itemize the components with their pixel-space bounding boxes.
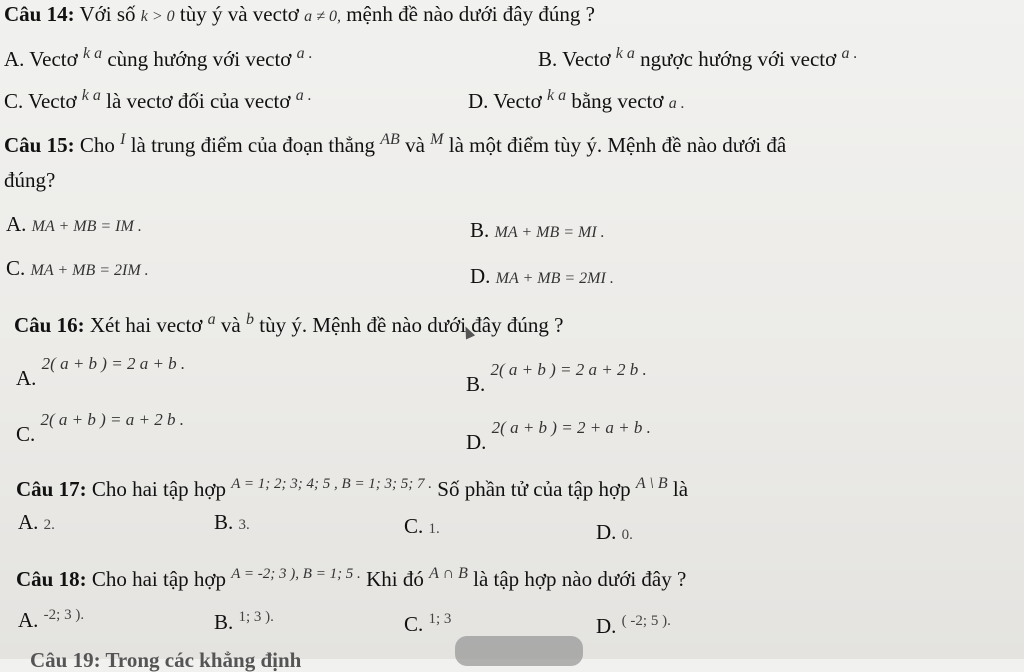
question-15-continuation: đúng?	[4, 168, 56, 192]
question-19-cutoff: Câu 19: Trong các khẳng định	[30, 648, 302, 672]
question-16-stem: Câu 16: Xét hai vectơ $^a$ và $^b$ tùy ý. Mệnh đề nào dưới đây đúng ?	[14, 311, 564, 337]
q14-text: Với số	[79, 2, 136, 26]
q14-option-d[interactable]: D. Vectơ $^{k a}$ bằng vectơ a .	[468, 87, 685, 113]
q18-option-b[interactable]: B. $^{1; 3 ).}$	[214, 609, 274, 634]
q15-option-b[interactable]: B. MA + MB = MI .	[470, 218, 605, 242]
q14-option-a[interactable]: A. Vectơ $^{k a}$ cùng hướng với vectơ $^{a .}$	[4, 45, 313, 71]
question-17-stem: Câu 17: Cho hai tập hợp $^{A = 1; 2; 3; 4; 5 , B = 1; 3; 5; 7 .}$ Số phần tử của tập hợp $^{A \backslash B}$ là	[16, 475, 689, 501]
q14-text: mệnh đề nào dưới đây đúng ?	[346, 2, 595, 26]
q14-text: tùy ý và vectơ	[179, 2, 299, 26]
q15-option-a[interactable]: A. MA + MB = IM .	[6, 212, 142, 236]
q18-option-c[interactable]: C. $^{1; 3}$	[404, 611, 452, 636]
q17-option-d[interactable]: D. 0.	[596, 520, 633, 544]
q15-option-c[interactable]: C. MA + MB = 2IM .	[6, 256, 149, 280]
q14-cond-a: a ≠ 0,	[304, 8, 341, 25]
q16-option-c[interactable]: C. 2( a + b ) = a + 2 b .	[16, 410, 185, 446]
q18-option-a[interactable]: A. $^{-2; 3 ).}$	[18, 607, 85, 632]
question-16-label: Câu 16:	[14, 313, 85, 337]
q16-option-d[interactable]: D. 2( a + b ) = 2 + a + b .	[466, 418, 651, 454]
q17-option-a[interactable]: A. 2.	[18, 510, 55, 534]
question-17-label: Câu 17:	[16, 477, 87, 501]
q17-option-b[interactable]: B. 3.	[214, 510, 250, 534]
question-15-stem: Câu 15: Cho $^I$ là trung điểm của đoạn thẳng $^{AB}$ và $^M$ là một điểm tùy ý. Mệnh đề nào dưới đâ	[4, 131, 787, 157]
question-14-stem	[4, 4, 595, 25]
q16-option-b[interactable]: B. 2( a + b ) = 2 a + 2 b .	[466, 360, 647, 396]
q14-cond-k: k > 0	[140, 8, 175, 25]
q14-option-c[interactable]: C. Vectơ $^{k a}$ là vectơ đối của vectơ $^{a .}$	[4, 87, 312, 113]
q14-option-b[interactable]: B. Vectơ $^{k a}$ ngược hướng với vectơ $^{a .}$	[538, 45, 858, 71]
q17-option-c[interactable]: C. 1.	[404, 514, 440, 538]
q16-option-a[interactable]: A. 2( a + b ) = 2 a + b .	[16, 354, 186, 390]
question-18-label: Câu 18:	[16, 567, 87, 591]
q15-option-d[interactable]: D. MA + MB = 2MI .	[470, 264, 614, 288]
q18-option-d[interactable]: D. $^{( -2; 5 ).}$	[596, 613, 671, 638]
question-14-label: Câu 14:	[4, 2, 75, 26]
bottom-overlay-bar[interactable]	[455, 636, 583, 666]
question-18-stem: Câu 18: Cho hai tập hợp $^{A = -2; 3 ), B = 1; 5 .}$ Khi đó $^{A \cap B}$ là tập hợp nào dưới đây ?	[16, 565, 687, 591]
question-15-label: Câu 15:	[4, 133, 75, 157]
